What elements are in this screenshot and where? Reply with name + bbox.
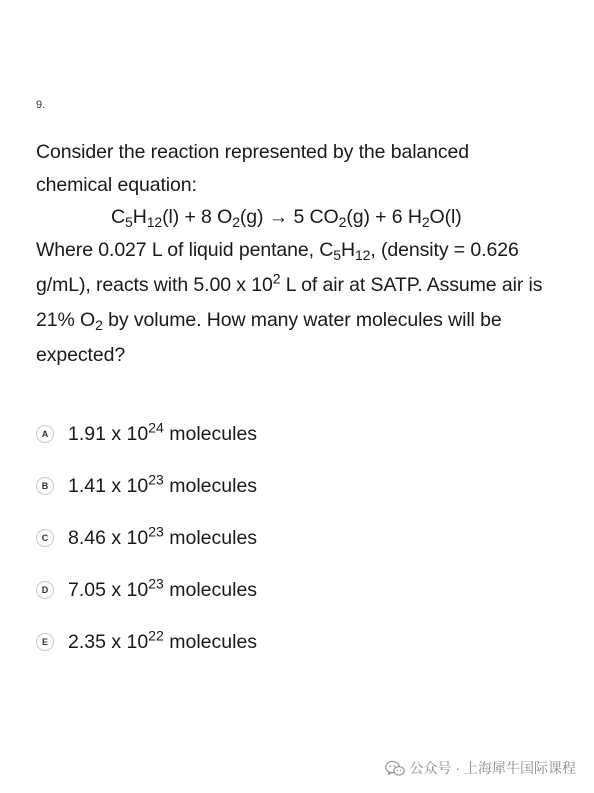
choice-d[interactable] bbox=[36, 564, 257, 616]
intro-line-1: Consider the reaction represented by the balanced bbox=[36, 141, 470, 163]
body-text: , (density = 0.626 g/mL), reacts with 5.00 x 10 bbox=[36, 239, 519, 296]
choice-unit: molecules bbox=[163, 422, 258, 445]
question-stem bbox=[36, 136, 576, 373]
choice-letter-badge[interactable]: A bbox=[36, 425, 54, 443]
choice-unit: molecules bbox=[163, 526, 258, 549]
choice-exponent: 23 bbox=[148, 522, 164, 539]
choice-exponent: 22 bbox=[148, 626, 164, 643]
watermark bbox=[385, 758, 576, 778]
choice-letter-badge[interactable]: C bbox=[36, 529, 54, 547]
body-superscript: 2 bbox=[272, 270, 281, 287]
eq-part: C bbox=[111, 206, 125, 228]
eq-part: (l) + 8 O bbox=[162, 206, 233, 228]
body-text: H bbox=[340, 239, 355, 261]
eq-part: (g) → 5 CO bbox=[239, 206, 339, 228]
eq-subscript: 12 bbox=[146, 213, 163, 230]
eq-part: (g) + 6 H bbox=[346, 206, 422, 228]
choice-mantissa: 2.35 x 10 bbox=[68, 630, 149, 653]
body-text: Where 0.027 L of liquid pentane, C bbox=[36, 239, 334, 261]
choice-text[interactable] bbox=[68, 470, 258, 498]
eq-subscript: 2 bbox=[338, 213, 347, 230]
choice-unit: molecules bbox=[163, 474, 258, 497]
choice-mantissa: 8.46 x 10 bbox=[68, 526, 149, 549]
choice-text[interactable] bbox=[68, 418, 258, 446]
choice-exponent: 24 bbox=[148, 418, 164, 435]
question-intro bbox=[36, 136, 576, 202]
choice-letter-badge[interactable]: E bbox=[36, 633, 54, 651]
eq-subscript: 2 bbox=[232, 213, 240, 230]
eq-subscript: 5 bbox=[124, 213, 133, 230]
choice-mantissa: 1.91 x 10 bbox=[68, 422, 149, 445]
choice-unit: molecules bbox=[163, 578, 258, 601]
question-body bbox=[36, 233, 576, 373]
body-text: L of air at SATP. Assume air is 21% O bbox=[36, 274, 543, 331]
choice-mantissa: 7.05 x 10 bbox=[68, 578, 149, 601]
body-subscript: 2 bbox=[95, 316, 103, 333]
body-subscript: 5 bbox=[333, 246, 341, 263]
choice-exponent: 23 bbox=[148, 470, 164, 487]
eq-part: O(l) bbox=[429, 206, 462, 228]
body-text: by volume. How many water molecules will be expected? bbox=[36, 309, 502, 366]
choice-text[interactable] bbox=[68, 626, 258, 654]
eq-subscript: 2 bbox=[421, 213, 430, 230]
choice-text[interactable] bbox=[68, 574, 258, 602]
intro-line-2: chemical equation: bbox=[36, 174, 197, 196]
choice-b[interactable] bbox=[36, 460, 257, 512]
choice-a[interactable] bbox=[36, 408, 257, 460]
wechat-icon bbox=[385, 760, 405, 777]
choice-unit: molecules bbox=[163, 630, 258, 653]
choice-exponent: 23 bbox=[148, 574, 164, 591]
question-number: 9. bbox=[36, 99, 46, 111]
choice-text[interactable] bbox=[68, 522, 258, 550]
watermark-text: 公众号 · 上海犀牛国际课程 bbox=[409, 760, 576, 776]
chemical-equation bbox=[36, 202, 576, 233]
choice-e[interactable] bbox=[36, 616, 257, 668]
choice-mantissa: 1.41 x 10 bbox=[68, 474, 149, 497]
body-subscript: 12 bbox=[354, 246, 371, 263]
answer-choices bbox=[36, 408, 257, 668]
choice-letter-badge[interactable]: B bbox=[36, 477, 54, 495]
choice-c[interactable] bbox=[36, 512, 257, 564]
choice-letter-badge[interactable]: D bbox=[36, 581, 54, 599]
eq-part: H bbox=[132, 206, 147, 228]
